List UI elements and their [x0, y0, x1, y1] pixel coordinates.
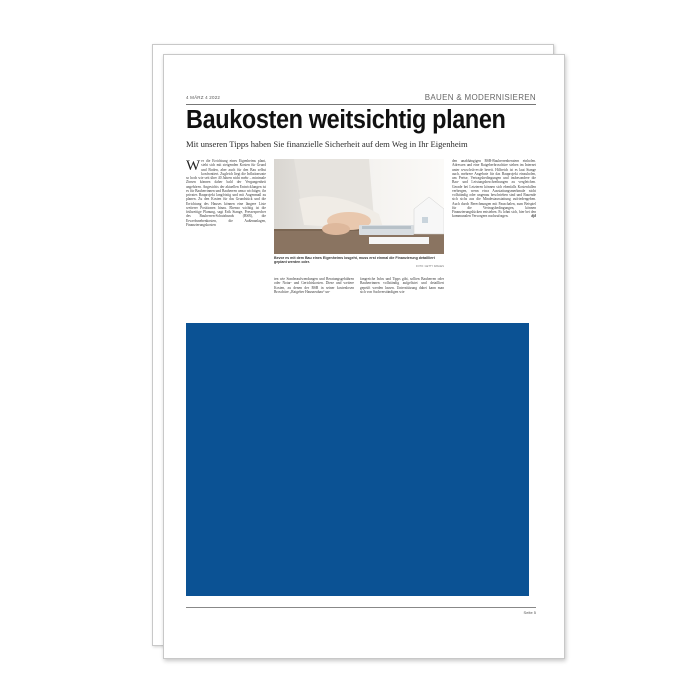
author-signature: djd	[531, 214, 536, 219]
article-column-4	[452, 159, 536, 317]
advertisement-block	[186, 323, 529, 596]
dropcap: W	[186, 159, 201, 174]
article-text-3: fangreiche Infos und Tipps gibt, sollten Bauherren oder Bauherrinnen vollständig aufgelistet und detailliert geprüft werden lassen. Unterstützung dabei kann man sich von Sachverständigen wie	[360, 277, 444, 294]
subtitle: Mit unseren Tipps haben Sie finanzielle Sicherheit auf dem Weg in Ihr Eigenheim	[186, 139, 468, 149]
article-column-2	[274, 277, 354, 317]
headline: Baukosten weitsichtig planen	[186, 106, 506, 134]
issue-date: 4 MÄRZ 4 2022	[186, 95, 221, 100]
article-column-1	[186, 159, 266, 317]
article-column-3	[360, 277, 444, 317]
photo-caption: Bevor es mit dem Bau eines Eigenheims losgeht, muss erst einmal die Finanzierung detailliert geplant werden oder.	[274, 256, 435, 265]
page-number: Seite 5	[523, 610, 536, 615]
article-text-4: den unabhängigen BSB-Bauherrenberatern einholen. Adressen und eine Ratgeberbroschüre stehen im Internet unter www.bsb-ev.de bereit. Hilfreich ist es laut Stange auch, mehrere Angebote für das Bauprojekt einzuholen, um Preise, Vertragsbedingungen und insbesondere die Bau- und Leistungsbeschreibungen zu vergleichen. Gerade bei Letzteren können sich ebenfalls Kostenfallen verbergen, wenn etwa Ausstattungsmerkmale nicht vollständig oder ungenau beschrieben sind und Bauende sich sichs aus die Mindestausstattung zufriedengeben. Auch durch Berechnungen mit Pauschalen, zum Beispiel für die Vertragsbedingungen, können Finanzierungslücken entstehen. Es lohnt sich, hier bei den kommunalen Versorgern nachzufragen.	[452, 159, 536, 219]
footer-rule	[186, 607, 536, 608]
article-photo	[274, 159, 444, 254]
photo-credit: FOTO: GETTY IMAGES	[415, 265, 444, 268]
article-text-1: er die Errichtung eines Eigenheims plant, sieht sich mit steigenden Kosten für Grund und Boden, aber auch für den Bau selbst konfrontiert. Zugleich liegt die Inflationsrate so hoch wie seit über 40 Jahren nicht mehr – minimale Zinsen können daher bald der Vergangenheit angehören. Angesichts der aktuellen Entwicklungen ist es für Bauherrinnen und Bauherren umso wichtiger, ihr privates Bauprojekt langfristig und mit Augenmaß zu planen. Zu den Kosten für das Grundstück und die Errichtung des Hauses können eine längere Liste weiterer Positionen hinzu. Ebenso wichtig ist die frühzeitige Planung, sagt Erik Stange, Pressesprecher des Bauherren-Schutzbunds (BSB), die Erwerbsnebenkosten, die Außenanlagen, Finanzierungskosten	[186, 159, 266, 227]
article-text-2: ten wie Sonderaufwendungen und Beratungsgebühren oder Notar- und Gerichtskosten. Diese und weitere Kosten, zu denen der BSB in seiner kostenlosen Broschüre „Ratgeber Hausneubau“ un-	[274, 277, 354, 294]
newspaper-page	[163, 54, 565, 659]
section-label: BAUEN & MODERNISIEREN	[424, 93, 536, 102]
